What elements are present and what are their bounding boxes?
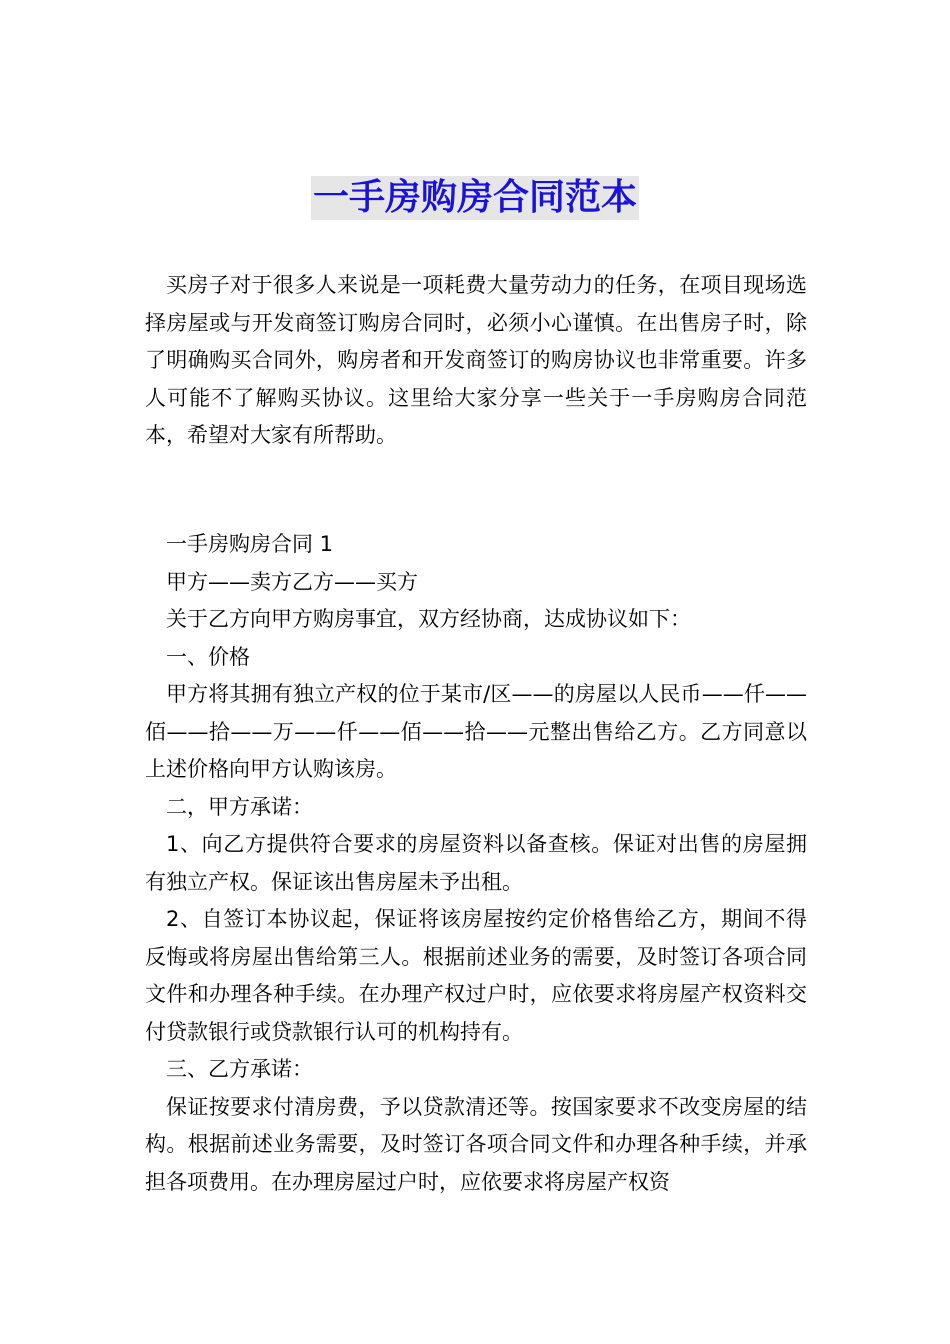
section-2-item-1: 1、向乙方提供符合要求的房屋资料以备查核。保证对出售的房屋拥有独立产权。保证该出售房屋未予出租。 <box>145 832 807 894</box>
intro-section <box>145 267 807 455</box>
intro-paragraph: 买房子对于很多人来说是一项耗费大量劳动力的任务，在项目现场选择房屋或与开发商签订购房合同时，必须小心谨慎。在出售房子时，除了明确购买合同外，购房者和开发商签订的购房协议也非常重要。许多人可能不了解购买协议。这里给大家分享一些关于一手房购房合同范本，希望对大家有所帮助。 <box>145 273 807 447</box>
section-3-title: 三、乙方承诺： <box>166 1057 313 1081</box>
contract-section <box>145 526 807 1201</box>
contract-heading: 一手房购房合同 1 <box>166 532 334 556</box>
contract-parties: 甲方——卖方乙方——买方 <box>166 569 418 594</box>
section-1-title: 一、价格 <box>166 644 250 669</box>
contract-preamble: 关于乙方向甲方购房事宜，双方经协商，达成协议如下： <box>166 607 691 631</box>
title-container <box>0 176 950 220</box>
document-title: 一手房购房合同范本 <box>312 177 637 218</box>
section-2-item-2: 2、自签订本协议起，保证将该房屋按约定价格售给乙方，期间不得反悔或将房屋出售给第三人。根据前述业务的需要，及时签订各项合同文件和办理各种手续。在办理产权过户时，应依要求将房屋产权资料交付贷款银行或贷款银行认可的机构持有。 <box>145 907 807 1044</box>
section-1-text: 甲方将其拥有独立产权的位于某市/区——的房屋以人民币——仟——佰——拾——万——仟——佰——拾——元整出售给乙方。乙方同意以上述价格向甲方认购该房。 <box>145 682 807 781</box>
section-3-text: 保证按要求付清房费，予以贷款清还等。按国家要求不改变房屋的结构。根据前述业务需要，及时签订各项合同文件和办理各种手续，并承担各项费用。在办理房屋过户时，应依要求将房屋产权资 <box>145 1094 807 1194</box>
section-2-title: 二，甲方承诺： <box>166 794 313 819</box>
